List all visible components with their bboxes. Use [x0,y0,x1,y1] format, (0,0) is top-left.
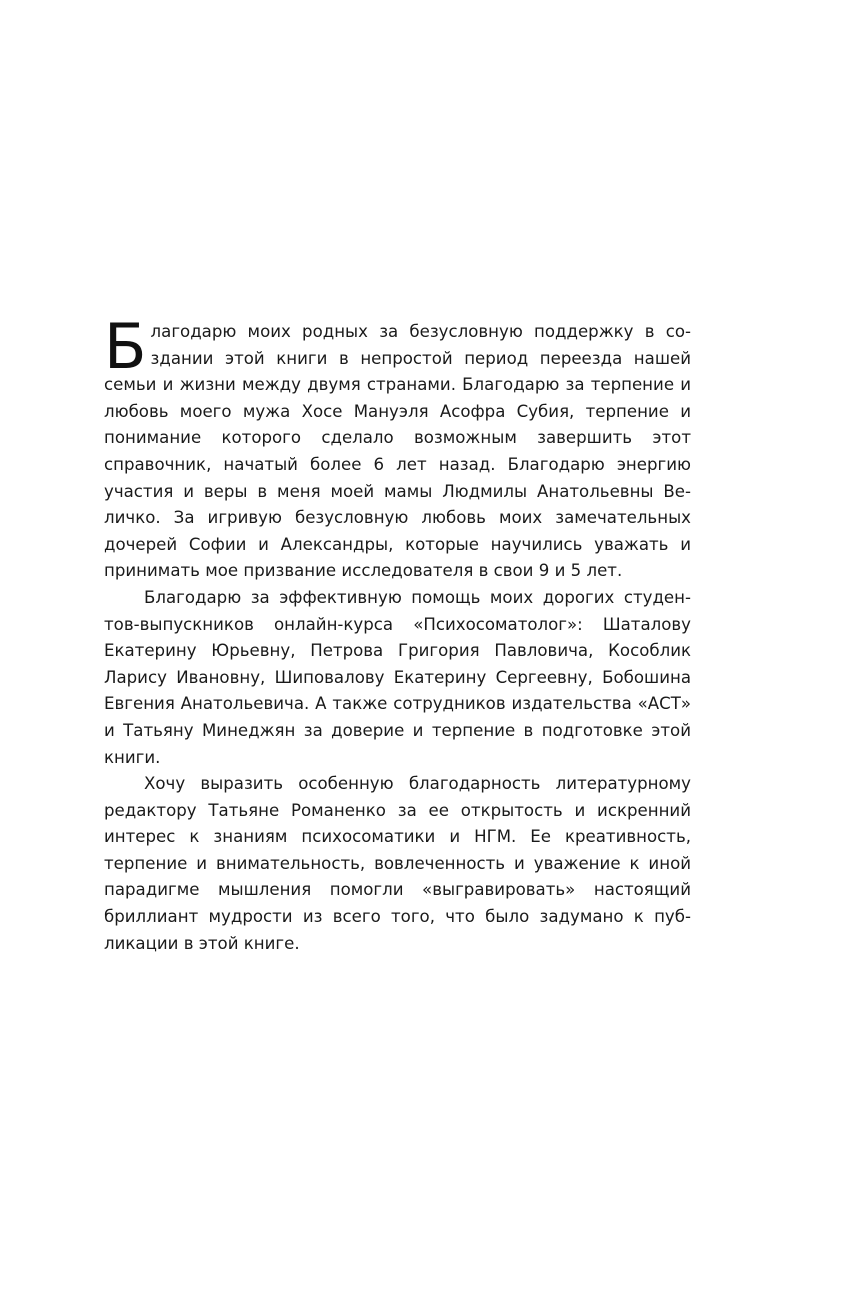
paragraph-students-thanks: Благодарю за эффективную помощь моих дорогих студентов-выпускников онлайн-курса «Психосоматолог»: Шаталову Екатерину Юрьевну, Петрова Григория Павловича, Кособлик Ларису Ивановну, Шиповалову Екатерину Сергеевну, Бобошина Евгения Анатольевича. А также сотрудников издательства «АСТ» и Татьяну Минеджян за доверие и терпение в подготовке этой книги. [104,587,691,767]
paragraph-1-text: лагодарю моих родных за безусловную поддержку в создании этой книги в непростой период переезда нашей семьи и жизни между двумя странами. Благодарю за терпение и любовь моего мужа Хосе Мануэля Асофра Субия, терпение и понимание которого сделало возможным завершить этот справочник, начатый более 6 лет назад. Благодарю энергию участия и веры в меня моей мамы Людмилы Анатольевны Величко. За игривую безусловную любовь моих замечательных дочерей Софии и Александры, которые научились уважать и принимать мое призвание исследователя в свои 9 и 5 лет. [104,322,691,581]
drop-cap: Б [104,310,147,383]
acknowledgments-text [104,310,691,957]
paragraph-editor-thanks: Хочу выразить особенную благодарность литературному редактору Татьяне Романенко за ее открытость и искренний интерес к знаниям психосоматики и НГМ. Ее креативность, терпение и внимательность, вовлеченность и уважение к иной парадигме мышления помогли «выгравировать» настоящий бриллиант мудрости из всего того, что было задумано к публикации в этой книге. [104,774,691,953]
paragraph-family-thanks [104,310,691,585]
